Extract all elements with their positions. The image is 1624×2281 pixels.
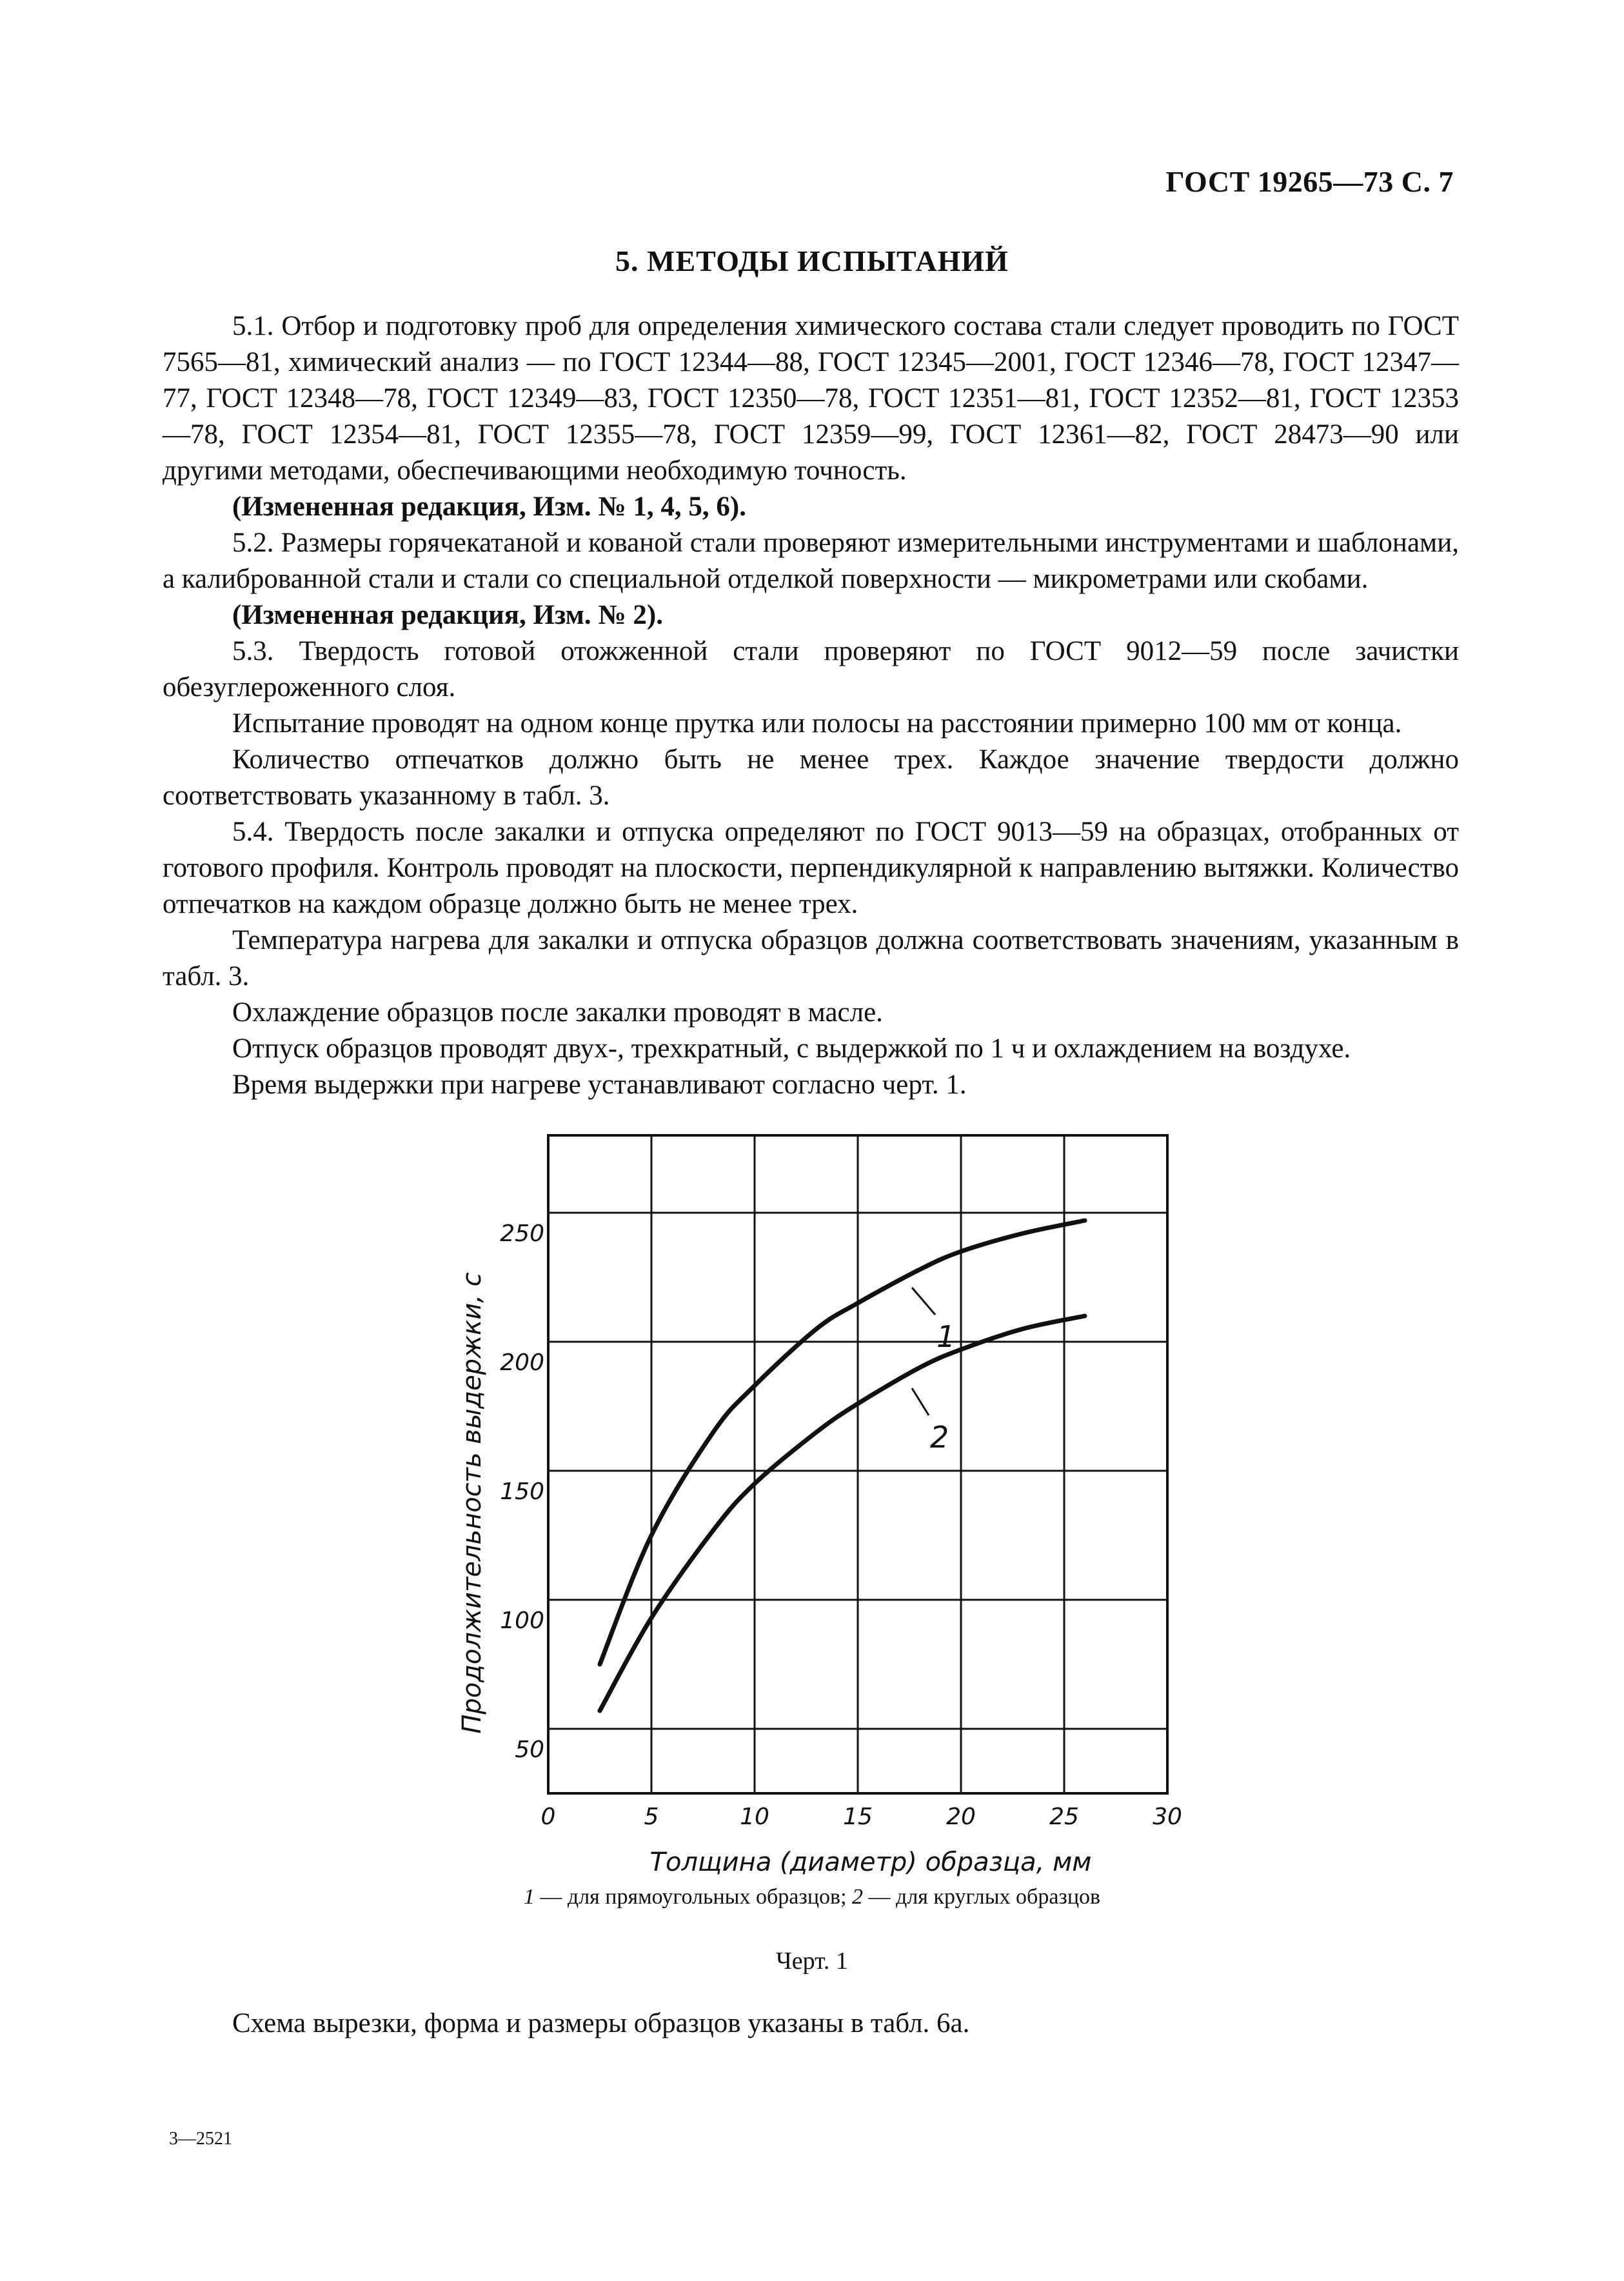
paragraph: 5.2. Размеры горячекатаной и кованой стали проверяют измерительными инструментами и шаблонами, а калиброванной стали и стали со специальной отделкой поверхности — микрометрами или скобами. — [163, 528, 1459, 594]
page-header: ГОСТ 19265—73 С. 7 — [1165, 165, 1454, 198]
paragraph: 5.4. Твердость после закалки и отпуска определяют по ГОСТ 9013—59 на образцах, отобранных от готового профиля. Контроль проводят на плоскости, перпендикулярной к направлению вытяжки. Количество отпечатков на каждом образце должно быть не менее трех. — [163, 817, 1459, 919]
legend-number-1: 1 — [523, 1885, 535, 1909]
y-tick-label: 250 — [500, 1220, 544, 1247]
paragraph: Отпуск образцов проводят двух-, трехкратный, с выдержкой по 1 ч и охлаждением на воздухе. — [232, 1033, 1351, 1064]
amendment-note: (Измененная редакция, Изм. № 1, 4, 5, 6). — [232, 492, 746, 522]
y-tick-label: 100 — [500, 1608, 544, 1634]
y-tick-label: 50 — [515, 1737, 544, 1763]
x-tick-label: 25 — [1049, 1804, 1079, 1830]
legend-number-2: 2 — [852, 1885, 864, 1909]
chart — [426, 1122, 1200, 1909]
series-label-2: 2 — [930, 1420, 949, 1455]
series-label-1: 1 — [936, 1319, 956, 1354]
body-text — [163, 308, 1459, 1103]
x-tick-label: 0 — [540, 1804, 556, 1830]
paragraph: Испытание проводят на одном конце прутка или полосы на расстоянии примерно 100 мм от конца. — [232, 708, 1402, 739]
x-tick-label: 10 — [740, 1804, 769, 1830]
series-leader-1 — [912, 1288, 935, 1315]
chart-legend — [0, 1885, 1624, 1909]
series-line-1 — [600, 1220, 1085, 1664]
legend-text-1: — для прямоугольных образцов; — [534, 1885, 853, 1909]
paragraph: Количество отпечатков должно быть не менее трех. Каждое значение твердости должно соответствовать указанному в табл. 3. — [163, 744, 1459, 811]
x-tick-label: 30 — [1153, 1804, 1182, 1830]
paragraph: 5.1. Отбор и подготовку проб для определения химического состава стали следует проводить по ГОСТ 7565—81, химический анализ — по ГОСТ 12344—88, ГОСТ 12345—2001, ГОСТ 12346—78, ГОСТ 12347—77, ГОСТ 12348—78, ГОСТ 12349—83, ГОСТ 12350—78, ГОСТ 12351—81, ГОСТ 12352—81, ГОСТ 12353—78, ГОСТ 12354—81, ГОСТ 12355—78, ГОСТ 12359—99, ГОСТ 12361—82, ГОСТ 28473—90 или другими методами, обеспечивающими необходимую точность. — [163, 311, 1459, 486]
paragraph: Время выдержки при нагреве устанавливают согласно черт. 1. — [232, 1070, 967, 1100]
y-tick-label: 150 — [500, 1479, 544, 1505]
y-tick-label: 200 — [500, 1350, 544, 1376]
paragraph: Охлаждение образцов после закалки проводят в масле. — [232, 997, 883, 1028]
x-tick-label: 15 — [843, 1804, 873, 1830]
after-text: Схема вырезки, форма и размеры образцов указаны в табл. 6а. — [232, 2008, 970, 2038]
chart-svg — [426, 1122, 1200, 1909]
series-line-2 — [600, 1316, 1085, 1711]
paragraph: Температура нагрева для закалки и отпуска образцов должна соответствовать значениям, указанным в табл. 3. — [163, 925, 1459, 991]
x-tick-label: 20 — [946, 1804, 976, 1830]
chart-caption: Черт. 1 — [776, 1947, 848, 1975]
x-axis-label: Толщина (диаметр) образца, мм — [649, 1848, 1092, 1877]
section-title: 5. МЕТОДЫ ИСПЫТАНИЙ — [615, 244, 1009, 277]
x-tick-label: 5 — [644, 1804, 659, 1830]
amendment-note: (Измененная редакция, Изм. № 2). — [232, 600, 663, 630]
y-axis-label: Продолжительность выдержки, с — [457, 1272, 487, 1734]
paragraph: 5.3. Твердость готовой отожженной стали проверяют по ГОСТ 9012—59 после зачистки обезуглероженного слоя. — [163, 636, 1459, 702]
series-leader-2 — [912, 1388, 929, 1415]
footer-code: 3—2521 — [169, 2129, 232, 2149]
legend-text-2: — для круглых образцов — [863, 1885, 1101, 1909]
